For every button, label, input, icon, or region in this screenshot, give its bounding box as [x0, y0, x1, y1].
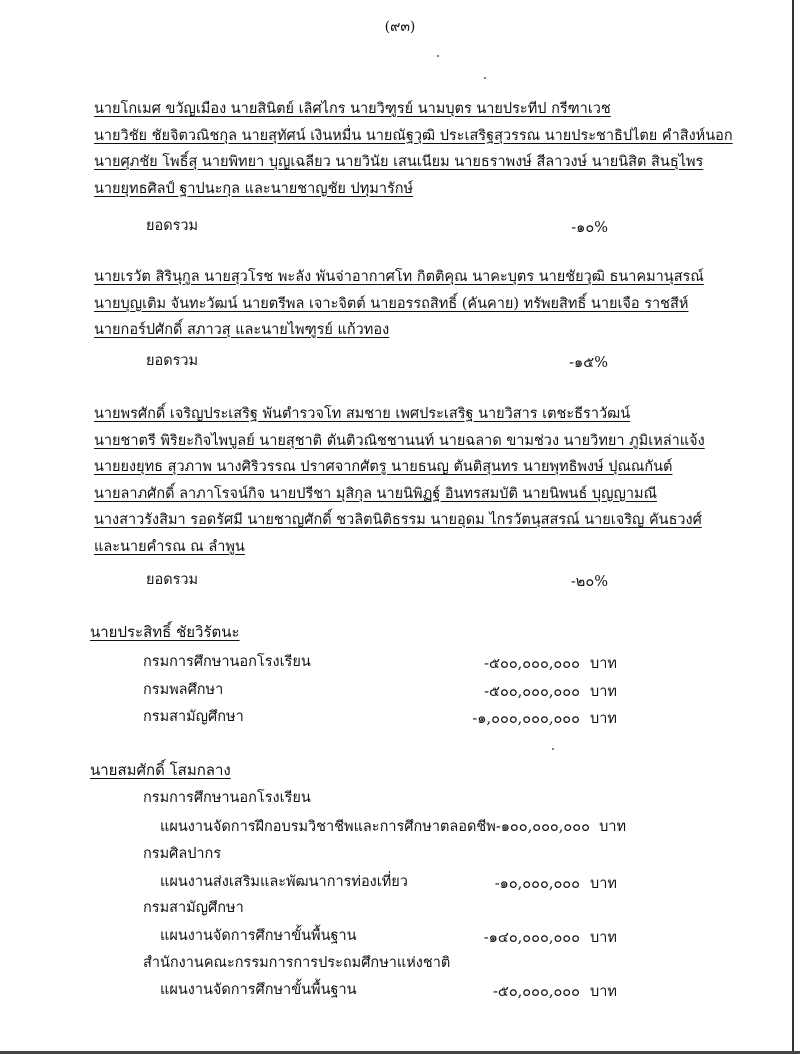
section-a-item-label: กรมการศึกษานอกโรงเรียน: [143, 654, 311, 670]
section-a-heading: นายประสิทธิ์ ชัยวิรัตนะ: [90, 623, 240, 641]
section-b-plan-amount: -๑๔๐,๐๐๐,๐๐๐: [483, 930, 580, 946]
section-b-plan-label: แผนงานจัดการศึกษาขั้นพื้นฐาน: [160, 928, 357, 944]
group1-total-value: -๑๐%: [571, 220, 608, 236]
section-a-item-amount: -๕๐๐,๐๐๐,๐๐๐: [484, 656, 580, 672]
section-b-department: กรมสามัญศึกษา: [143, 900, 244, 916]
section-a-item-label: กรมพลศึกษา: [143, 682, 224, 698]
group1-name-line: นายวิชัย ชัยจิตวณิชกุล นายสุทัศน์ เงินหมื่น นายณัฐวุฒิ ประเสริฐสุวรรณ นายประชาธิปไตย คำสิงห์นอก: [94, 127, 733, 144]
group2-name-line: นายเรวัต สิรินุกูล นายสุวโรช พะลัง พันจ่าอากาศโท กิตติคุณ นาคะบุตร นายชัยวุฒิ ธนาคมานุสรณ์: [94, 269, 704, 285]
section-a-item-label: กรมสามัญศึกษา: [143, 709, 244, 725]
scan-speck: [552, 748, 554, 750]
section-a-item-unit: บาท: [590, 656, 617, 672]
section-a-item-amount: -๑,๐๐๐,๐๐๐,๐๐๐: [472, 711, 580, 727]
section-b-plan-label: แผนงานจัดการศึกษาขั้นพื้นฐาน: [160, 982, 357, 998]
section-b-department: กรมการศึกษานอกโรงเรียน: [143, 790, 311, 806]
section-b-plan-label: แผนงานส่งเสริมและพัฒนาการท่องเที่ยว: [160, 874, 408, 890]
group3-name-line: นายยงยุทธ สุวภาพ นางศิริวรรณ ปราศจากศัตรู นายธนญ ตันติสุนทร นายพุทธิพงษ์ ปุณณกันต์: [94, 459, 673, 475]
scan-speck: [437, 55, 439, 57]
section-a-item-unit: บาท: [590, 711, 617, 727]
section-b-plan-unit: บาท: [599, 819, 627, 835]
group3-name-line: นายลาภศักดิ์ ลาภาโรจน์กิจ นายปรีชา มุสิกุล นายนิพิฏฐ์ อินทรสมบัติ นายนิพนธ์ บุญญามณี: [94, 485, 657, 502]
section-b-plan-unit: บาท: [590, 984, 617, 1000]
section-b-plan-amount: -๕๐,๐๐๐,๐๐๐: [492, 984, 580, 1000]
scan-speck: [484, 77, 486, 79]
section-b-plan-unit: บาท: [590, 876, 617, 892]
section-b-heading: นายสมศักดิ์ โสมกลาง: [90, 761, 231, 779]
group2-total-value: -๑๕%: [569, 355, 608, 371]
page-number: (๙๓): [384, 19, 416, 35]
group2-name-line: นายบุญเติม จันทะวัฒน์ นายตรีพล เจาะจิตต์ นายอรรถสิทธิ์ (คันคาย) ทรัพยสิทธิ์ นายเจือ ราชสีห์: [94, 295, 689, 312]
group3-total-label: ยอดรวม: [146, 572, 199, 588]
group2-name-line: นายกอร์ปศักดิ์ สภาวสุ และนายไพฑูรย์ แก้วทอง: [94, 322, 390, 338]
section-b-department: สำนักงานคณะกรรมการการประถมศึกษาแห่งชาติ: [143, 955, 451, 971]
section-b-department: กรมศิลปากร: [143, 846, 222, 862]
group3-name-line: นางสาวรังสิมา รอดรัศมี นายชาญศักดิ์ ชวลิตนิติธรรม นายอุดม ไกรวัตนุสสรณ์ นายเจริญ คันธวงศ์: [94, 512, 702, 528]
group3-name-line: นายชาตรี พิริยะกิจไพบูลย์ นายสุชาติ ตันติวณิชชานนท์ นายฉลาด ขามช่วง นายวิทยา ภูมิเหล่าแจ้ง: [94, 432, 705, 449]
group1-name-line: นายโกเมศ ขวัญเมือง นายสินิตย์ เลิศไกร นายวิฑูรย์ นามบุตร นายประทีป กรีฑาเวช: [94, 101, 611, 117]
group3-name-line: และนายคำรณ ณ ลำพูน: [94, 538, 245, 555]
group3-total-value: -๒๐%: [570, 574, 608, 590]
group3-name-line: นายพรศักดิ์ เจริญประเสริฐ พันตำรวจโท สมชาย เพศประเสริฐ นายวิสาร เตชะธีราวัฒน์: [94, 406, 631, 422]
page-edge-right: [792, 0, 794, 1054]
section-a-item-unit: บาท: [590, 684, 617, 700]
group1-name-line: นายยุทธศิลป์ ฐาปนะกุล และนายชาญชัย ปทุมารักษ์: [94, 180, 414, 197]
section-b-plan-unit: บาท: [590, 930, 617, 946]
group3-names: [94, 401, 744, 560]
section-a-item-amount: -๕๐๐,๐๐๐,๐๐๐: [484, 684, 580, 700]
section-b-plan: [160, 815, 626, 838]
section-b-plan-label: แผนงานจัดการฝึกอบรมวิชาชีพและการศึกษาตลอดชีพ: [160, 819, 496, 835]
group1-name-line: นายศุภชัย โพธิ์สุ นายพิทยา บุญเฉลียว นายวินัย เสนเนียม นายธราพงษ์ สีลาวงษ์ นายนิสิต สินธุไพร: [94, 154, 704, 170]
section-b-plan-amount: -๑๐๐,๐๐๐,๐๐๐: [495, 819, 590, 835]
group2-names: [94, 264, 744, 344]
group1-total-label: ยอดรวม: [146, 218, 199, 234]
section-b-plan-amount: -๑๐,๐๐๐,๐๐๐: [494, 876, 580, 892]
group1-names: [94, 96, 744, 202]
group2-total-label: ยอดรวม: [146, 353, 199, 369]
